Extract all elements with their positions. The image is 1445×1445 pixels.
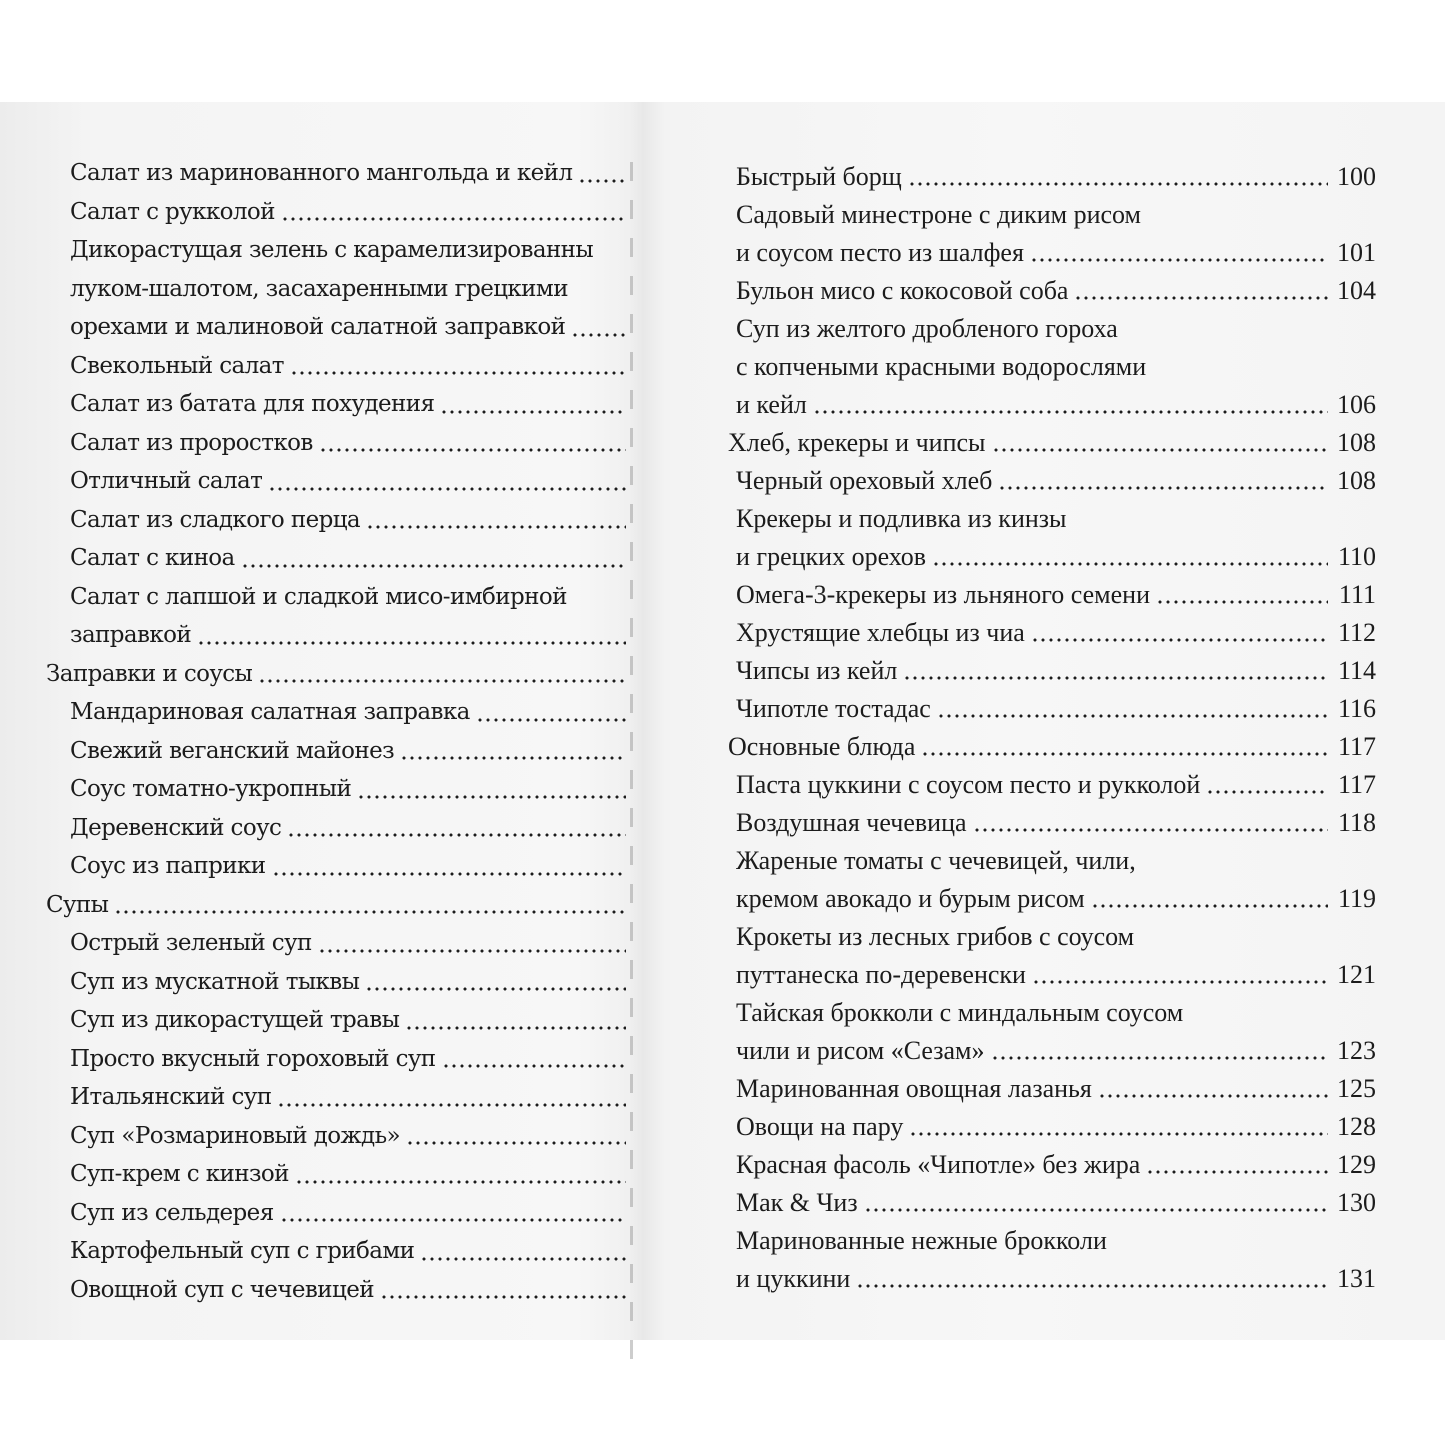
entry-title: Супы [46,891,109,918]
entry-title-line-with-page [728,462,1376,500]
page-number: 128 [1337,1112,1376,1141]
entry-title-line-with-page [728,424,1376,462]
toc-entry [46,1271,630,1310]
dot-leader [380,1294,626,1300]
page-number: 104 [1337,276,1376,305]
toc-section-heading [728,728,1376,766]
entry-title-line-with-page [46,886,630,925]
entry-title: Омега-3-крекеры из льняного семени [736,580,1150,609]
toc-entry [46,193,630,232]
entry-title-line [46,270,630,309]
entry-title: Картофельный суп с грибами [70,1238,415,1264]
entry-title: Черный ореховый хлеб [736,466,993,495]
entry-title-line-with-page [46,385,630,424]
entry-title-line-with-page [46,1117,630,1156]
toc-entry [728,766,1376,804]
toc-entry [46,770,630,809]
entry-title: путтанеска по-деревенски [736,960,1026,989]
entry-title: Свежий веганский майонез [70,737,395,764]
entry-title-line-with-page [46,847,630,886]
entry-title: Суп «Розмариновый дождь» [70,1122,400,1149]
dot-leader [476,717,626,723]
page-number: 110 [1337,542,1376,571]
entry-title-line-with-page [46,462,630,501]
toc-entry [728,1146,1376,1184]
entry-title: Крекеры и подливка из кинзы [736,504,1067,533]
entry-title-line-with-page [728,652,1376,690]
entry-title: Салат из маринованного мангольда и кейл [70,160,573,186]
entry-title-line-with-page [46,1078,630,1117]
page-number: 101 [1337,238,1376,267]
entry-title-line-with-page [728,158,1376,196]
entry-title-line-with-page [728,386,1376,424]
entry-title-line-with-page [46,193,630,232]
page-number: 116 [1337,694,1376,723]
page-number: 106 [1337,390,1376,419]
entry-title: Салат с лапшой и сладкой мисо-имбирной [70,583,567,610]
dot-leader [268,486,626,492]
toc-entry [46,1117,630,1156]
entry-title: Заправки и соусы [46,660,253,687]
table-of-contents-right [728,158,1376,1298]
dot-leader [856,1283,1328,1289]
toc-entry [728,158,1376,196]
page-number: 121 [1337,960,1376,989]
entry-title: Красная фасоль «Чипотле» без жира [736,1150,1141,1179]
dot-leader [400,755,626,761]
entry-title-line [728,310,1376,348]
entry-title: Салат с рукколой [70,198,275,225]
entry-title-line-with-page [728,576,1376,614]
entry-title-line-with-page [46,1271,630,1310]
toc-entry [46,154,630,193]
entry-title: Мак & Чиз [736,1188,858,1217]
entry-title: Паста цуккини с соусом песто и рукколой [736,770,1201,799]
toc-entry [728,1108,1376,1146]
entry-title: Салат из батата для похудения [70,391,435,417]
toc-entry [46,809,630,848]
dot-leader [405,1025,626,1031]
dot-leader [241,563,626,569]
entry-title: Тайская брокколи с миндальным соусом [736,998,1184,1027]
dot-leader [571,332,626,338]
dot-leader [1030,257,1328,263]
entry-title-line-with-page [46,424,630,463]
entry-title: и цуккини [736,1264,851,1293]
toc-entry [46,231,630,347]
toc-entry [728,690,1376,728]
toc-entry [46,924,630,963]
entry-title-line-with-page [46,1001,630,1040]
toc-entry [46,424,630,463]
dot-leader [357,794,626,800]
toc-entry [46,462,630,501]
entry-title: Маринованная овощная лазанья [736,1074,1092,1103]
toc-section-heading [46,886,630,925]
entry-title-line-with-page [46,693,630,732]
entry-title-line-with-page [728,804,1376,842]
entry-title: Чипсы из кейл [736,656,898,685]
toc-entry [728,614,1376,652]
dot-leader [366,524,626,530]
dot-leader [992,447,1328,453]
entry-title: Жареные томаты с чечевицей, чили, [736,846,1136,875]
entry-title-line [728,918,1376,956]
entry-title-line-with-page [728,728,1376,766]
dot-leader [1146,1169,1328,1175]
entry-title-line [728,842,1376,880]
dot-leader [365,986,626,992]
entry-title: заправкой [70,622,192,648]
open-book [0,102,1445,1340]
entry-title: Хрустящие хлебцы из чиа [736,618,1025,647]
dot-leader [1206,789,1328,795]
page-number: 112 [1337,618,1376,647]
dot-leader [319,447,626,453]
dot-leader [281,216,626,222]
page-number: 129 [1337,1150,1376,1179]
entry-title: Суп из мускатной тыквы [70,968,360,995]
dot-leader [197,640,626,646]
dot-leader [295,1179,626,1185]
entry-title-line-with-page [728,690,1376,728]
toc-entry [46,539,630,578]
entry-title: Бульон мисо с кокосовой соба [736,276,1069,305]
entry-title: Крокеты из лесных грибов с соусом [736,922,1135,951]
dot-leader [114,909,626,915]
toc-entry [46,1078,630,1117]
entry-title: Салат с киноа [70,545,235,571]
dot-leader [290,370,626,376]
toc-entry [728,196,1376,272]
dot-leader [1156,599,1328,605]
dot-leader [406,1140,626,1146]
entry-title-line-with-page [728,272,1376,310]
entry-title: Воздушная чечевица [736,808,967,837]
page-number: 130 [1337,1188,1376,1217]
toc-entry [46,501,630,540]
entry-title-line [728,348,1376,386]
entry-title-line-with-page [46,963,630,1002]
entry-title: орехами и малиновой салатной заправкой [70,314,566,340]
entry-title: кремом авокадо и бурым рисом [736,884,1085,913]
page-number: 119 [1337,884,1376,913]
entry-title-line-with-page [46,924,630,963]
page-number: 117 [1337,770,1376,799]
entry-title: и соусом песто из шалфея [736,238,1024,267]
page-number: 114 [1337,656,1376,685]
dot-leader [1098,1093,1328,1099]
dot-leader [1074,295,1328,301]
entry-title: Салат из сладкого перца [70,506,361,533]
entry-title: Просто вкусный гороховый суп [70,1045,436,1072]
entry-title: Садовый минестроне с диким рисом [736,200,1142,229]
page-number: 100 [1337,162,1376,191]
entry-title: Основные блюда [728,732,916,761]
entry-title: Хлеб, крекеры и чипсы [728,428,986,457]
page-number: 123 [1337,1036,1376,1065]
page-number: 131 [1337,1264,1376,1293]
toc-entry [728,994,1376,1070]
toc-entry [46,732,630,771]
entry-title-line-with-page [46,539,630,578]
right-page [660,102,1445,1340]
toc-entry [728,1184,1376,1222]
entry-title: Чипотле тостадас [736,694,931,723]
toc-entry [728,918,1376,994]
entry-title: Суп из сельдерея [70,1199,274,1226]
left-page [0,102,640,1340]
dot-leader [937,713,1328,719]
page-number: 108 [1337,428,1376,457]
dot-leader [1091,903,1328,909]
entry-title: Дикорастущая зелень с карамелизированны [70,237,594,263]
entry-title-line-with-page [46,1155,630,1194]
toc-entry [46,1194,630,1233]
toc-section-heading [46,655,630,694]
toc-entry [728,500,1376,576]
entry-title: Суп-крем с кинзой [70,1161,289,1187]
entry-title: Маринованные нежные брокколи [736,1226,1107,1255]
page-number: 125 [1337,1074,1376,1103]
entry-title: Деревенский соус [70,814,282,841]
dot-leader [813,409,1328,415]
dot-leader [287,832,626,838]
dot-leader [973,827,1328,833]
toc-entry [728,1070,1376,1108]
page-number: 117 [1337,732,1376,761]
toc-entry [728,462,1376,500]
dot-leader [932,561,1328,567]
table-of-contents-left [46,154,630,1309]
entry-title-line-with-page [728,1146,1376,1184]
dot-leader [280,1217,626,1223]
entry-title: и грецких орехов [736,542,927,571]
entry-title-line-with-page [46,1040,630,1079]
entry-title: Итальянский суп [70,1084,272,1110]
entry-title: Острый зеленый суп [70,930,312,956]
dot-leader [272,871,627,877]
entry-title-line-with-page [46,1194,630,1233]
toc-entry [728,576,1376,614]
dot-leader [921,751,1328,757]
dot-leader [277,1102,626,1108]
dot-leader [420,1256,626,1262]
dot-leader [578,178,626,184]
entry-title: чили и рисом «Сезам» [736,1036,985,1065]
entry-title-line-with-page [728,1260,1376,1298]
entry-title: Отличный салат [70,468,263,494]
entry-title-line-with-page [46,501,630,540]
dot-leader [864,1207,1328,1213]
entry-title-line-with-page [728,1108,1376,1146]
entry-title-line [728,500,1376,538]
toc-entry [46,847,630,886]
toc-entry [46,347,630,386]
entry-title-line-with-page [46,655,630,694]
entry-title-line-with-page [728,1184,1376,1222]
entry-title-line-with-page [728,1032,1376,1070]
entry-title: с копчеными красными водорослями [736,352,1147,381]
entry-title-line [728,1222,1376,1260]
toc-entry [46,1001,630,1040]
toc-entry [46,1155,630,1194]
dot-leader [318,948,626,954]
entry-title-line-with-page [728,956,1376,994]
toc-entry [46,963,630,1002]
entry-title: Соус томатно-укропный [70,776,352,802]
entry-title: Мандариновая салатная заправка [70,699,470,725]
toc-entry [728,272,1376,310]
toc-entry [728,310,1376,424]
entry-title-line [728,196,1376,234]
dot-leader [440,409,626,415]
entry-title-line [46,231,630,270]
entry-title-line-with-page [728,614,1376,652]
entry-title: луком-шалотом, засахаренными грецкими [70,275,568,302]
entry-title-line-with-page [46,308,630,347]
entry-title-line-with-page [46,154,630,193]
dot-leader [1032,979,1328,985]
toc-entry [728,804,1376,842]
entry-title: Салат из проростков [70,429,313,456]
toc-entry [728,1222,1376,1298]
toc-entry [46,693,630,732]
entry-title-line-with-page [46,347,630,386]
dot-leader [258,678,626,684]
toc-entry [46,578,630,655]
entry-title-line-with-page [728,880,1376,918]
entry-title: Соус из паприки [70,853,266,879]
entry-title-line-with-page [46,770,630,809]
entry-title-line-with-page [46,1232,630,1271]
entry-title-line-with-page [46,616,630,655]
entry-title-line-with-page [46,732,630,771]
entry-title-line-with-page [46,809,630,848]
entry-title-line-with-page [728,1070,1376,1108]
entry-title-line-with-page [728,766,1376,804]
entry-title-line [46,578,630,617]
dot-leader [909,1131,1328,1137]
page-number: 108 [1337,466,1376,495]
entry-title: Овощи на пару [736,1112,904,1141]
toc-entry [728,652,1376,690]
toc-section-heading [728,424,1376,462]
entry-title: Свекольный салат [70,352,284,379]
dot-leader [908,181,1328,187]
entry-title-line [728,994,1376,1032]
dot-leader [991,1055,1329,1061]
toc-entry [46,385,630,424]
page-number: 111 [1338,580,1376,609]
toc-entry [46,1040,630,1079]
entry-title-line-with-page [728,234,1376,272]
dot-leader [903,675,1328,681]
entry-title-line-with-page [728,538,1376,576]
dot-leader [1031,637,1328,643]
entry-title: Суп из желтого дробленого гороха [736,314,1118,343]
entry-title: Овощной суп с чечевицей [70,1276,374,1303]
toc-entry [728,842,1376,918]
dot-leader [998,485,1328,491]
entry-title: Быстрый борщ [736,162,902,191]
page-number: 118 [1337,808,1376,837]
entry-title: Суп из дикорастущей травы [70,1007,400,1033]
dot-leader [442,1063,626,1069]
page-curl-edge [630,162,633,1362]
entry-title: и кейл [736,390,807,419]
toc-entry [46,1232,630,1271]
